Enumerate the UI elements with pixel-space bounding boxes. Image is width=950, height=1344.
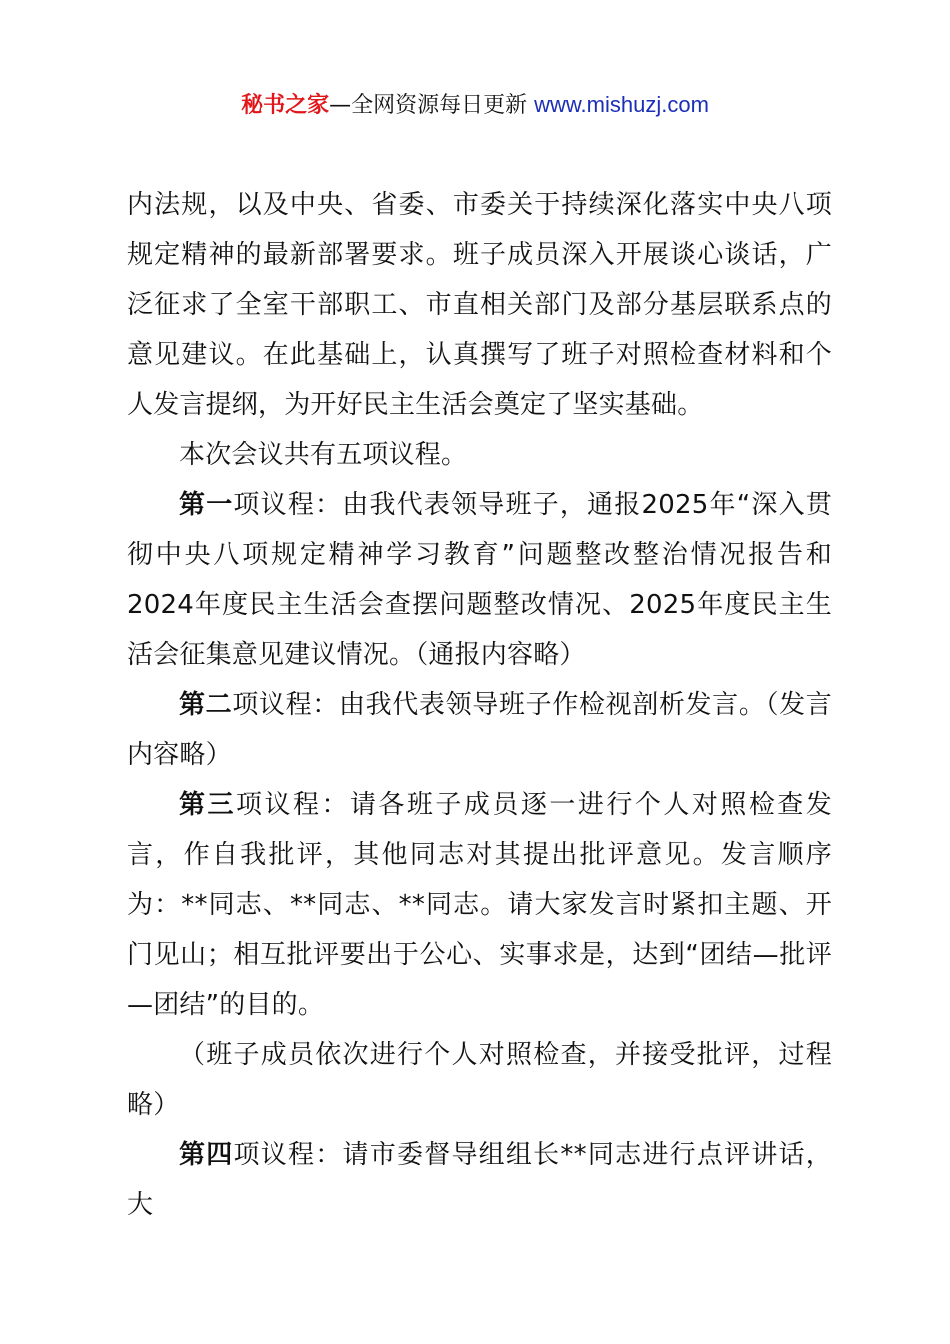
- page-header: [0, 88, 950, 123]
- paragraph-text: 项议程：由我代表领导班子，通报2025年“深入贯彻中央八项规定精神学习教育”问题整改整治情况报告和2024年度民主生活会查摆问题整改情况、2025年度民主生活会征集意见建议情况。（通报内容略）: [127, 490, 832, 670]
- paragraph-text: 项议程：请各班子成员逐一进行个人对照检查发言，作自我批评，其他同志对其提出批评意见。发言顺序为：**同志、**同志、**同志。请大家发言时紧扣主题、开门见山；相互批评要出于公心、实事求是，达到“团结—批评—团结”的目的。: [127, 790, 832, 1020]
- site-brand: 秘书之家: [241, 93, 330, 118]
- agenda-item-number: 第四: [179, 1140, 234, 1170]
- agenda-item-number: 第三: [179, 790, 236, 820]
- paragraph-text: （班子成员依次进行个人对照检查，并接受批评，过程略）: [127, 1040, 832, 1120]
- paragraph-text: 本次会议共有五项议程。: [179, 440, 468, 470]
- site-url-link[interactable]: www.mishuzj.com: [534, 92, 709, 117]
- paragraph-agenda-item-3: [127, 780, 832, 1030]
- document-body: [127, 180, 832, 1230]
- paragraph-continuation: [127, 180, 832, 430]
- paragraph-agenda-item-2: [127, 680, 832, 780]
- paragraph-agenda-item-4: [127, 1130, 832, 1230]
- paragraph-text: 项议程：由我代表领导班子作检视剖析发言。（发言内容略）: [127, 690, 832, 770]
- paragraph-agenda-item-1: [127, 480, 832, 680]
- site-tagline: —全网资源每日更新: [329, 93, 535, 118]
- agenda-item-number: 第一: [179, 490, 234, 520]
- paragraph-text: 内法规，以及中央、省委、市委关于持续深化落实中央八项规定精神的最新部署要求。班子成员深入开展谈心谈话，广泛征求了全室干部职工、市直相关部门及部分基层联系点的意见建议。在此基础上，认真撰写了班子对照检查材料和个人发言提纲，为开好民主生活会奠定了坚实基础。: [127, 190, 832, 420]
- paragraph-agenda-intro: [127, 430, 832, 480]
- agenda-item-number: 第二: [179, 690, 233, 720]
- paragraph-process-note: [127, 1030, 832, 1130]
- paragraph-text: 项议程：请市委督导组组长**同志进行点评讲话，大: [127, 1140, 832, 1220]
